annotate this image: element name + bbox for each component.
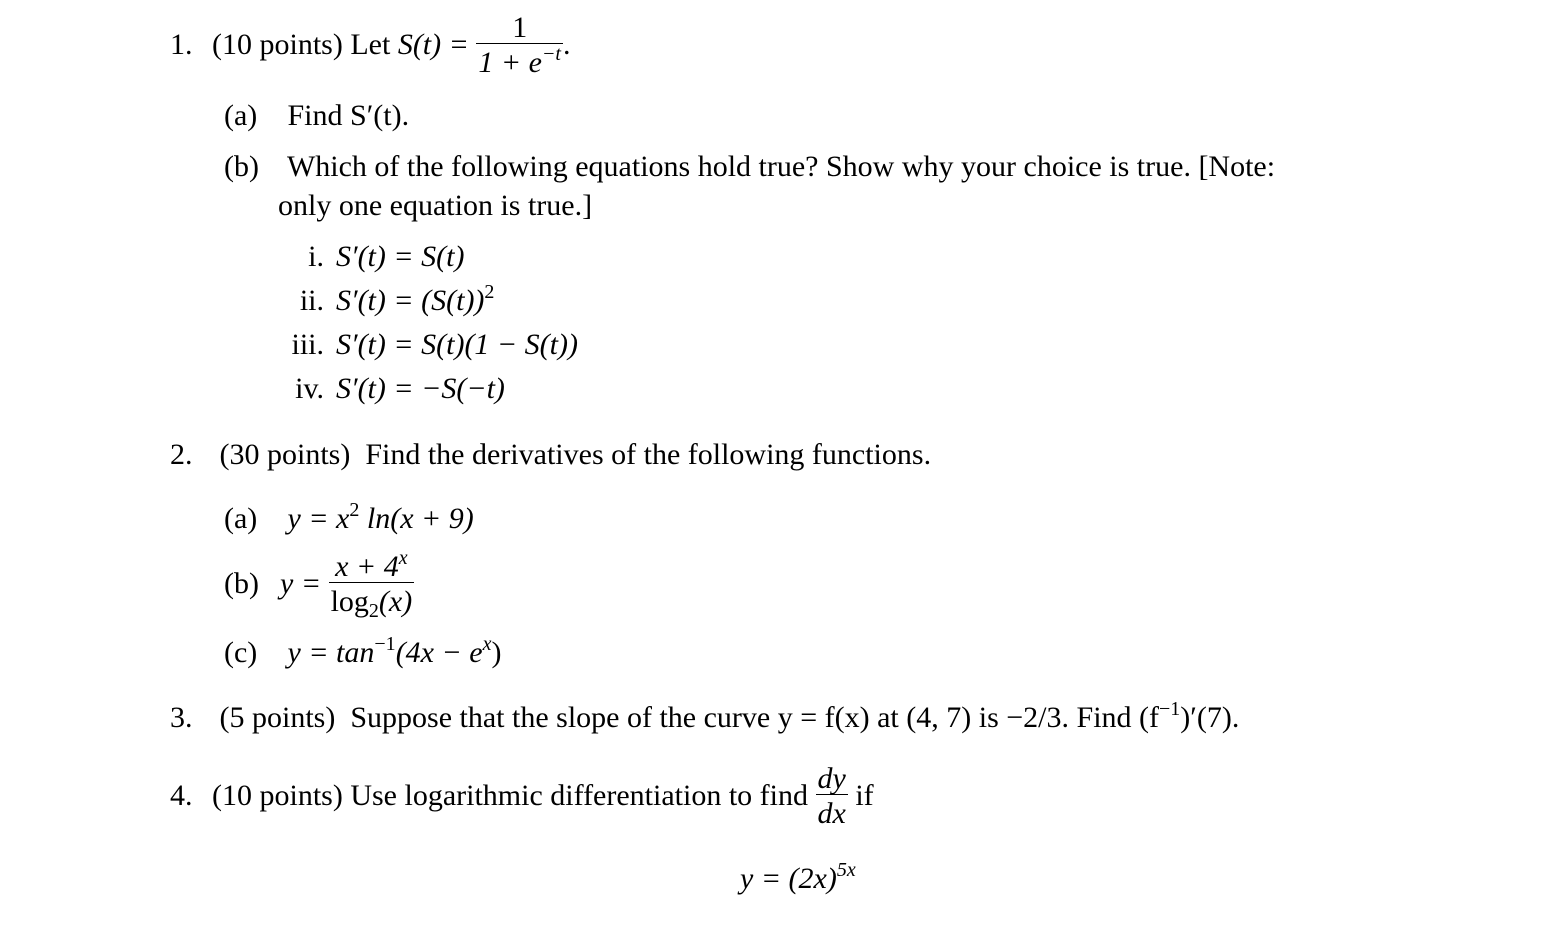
- problem-3-sup: −1: [1159, 698, 1181, 720]
- problem-2c-sup: −1: [374, 633, 396, 655]
- problem-4-fraction: [816, 761, 848, 830]
- problem-3-tail: )′(7).: [1180, 701, 1240, 734]
- problem-2b-label: (b): [224, 567, 259, 600]
- problem-4-frac-den: dx: [816, 794, 848, 829]
- problem-1b-cont: [278, 191, 592, 221]
- problem-2b-expr-pre: y =: [280, 567, 322, 600]
- problem-1b-option: [272, 281, 495, 317]
- problem-2a-label: (a): [224, 502, 258, 535]
- option-label: iv.: [295, 372, 324, 405]
- problem-1a: [224, 101, 409, 131]
- problem-1-end: .: [563, 28, 571, 61]
- problem-4: [170, 758, 874, 834]
- option-expr: S′(t) = −S(−t): [336, 372, 505, 405]
- problem-4-eq-pre: y = (2x): [740, 862, 837, 895]
- problem-1-function: S(t) =: [397, 28, 469, 61]
- problem-2-header: [170, 440, 931, 470]
- problem-2a-expr-pre: y = x: [287, 502, 350, 535]
- option-expr: S′(t) = S(t)(1 − S(t)): [336, 328, 578, 361]
- option-sup: 2: [484, 281, 495, 303]
- problem-2c-expr-post: ): [491, 636, 502, 669]
- option-expr: S′(t) = (S(t)): [336, 284, 485, 317]
- problem-4-equation: [740, 859, 856, 895]
- problem-4-number: 4.: [170, 779, 193, 812]
- problem-2a-sup: 2: [349, 499, 360, 521]
- problem-4-eq-sup: 5x: [836, 859, 856, 881]
- problem-3: [170, 698, 1240, 734]
- problem-2b-fraction: [329, 546, 415, 622]
- option-label: ii.: [299, 284, 324, 317]
- problem-1b-option: [272, 374, 505, 404]
- problem-1b-option: [272, 330, 578, 360]
- problem-1-points: (10 points): [212, 28, 343, 61]
- problem-2a-expr-post: ln(x + 9): [359, 502, 474, 535]
- option-expr: S′(t) = S(t): [336, 240, 465, 273]
- problem-2-text: Find the derivatives of the following functions.: [365, 438, 932, 471]
- option-label: i.: [308, 240, 324, 273]
- problem-1-fraction: [476, 10, 563, 79]
- problem-1a-text: Find S′(t).: [287, 99, 410, 132]
- problem-2c-label: (c): [224, 636, 258, 669]
- problem-2c-sup2: x: [482, 633, 492, 655]
- problem-2c-expr-pre: y = tan: [287, 636, 375, 669]
- problem-1a-label: (a): [224, 99, 258, 132]
- option-label: iii.: [291, 328, 324, 361]
- problem-1b-option: [272, 242, 464, 272]
- problem-2b-frac-num: $x + 4^x$: [335, 546, 408, 583]
- problem-1b: [224, 152, 1275, 182]
- problem-4-frac-num: dy: [817, 761, 846, 795]
- problem-1-header: [170, 10, 571, 80]
- problem-1-number: 1.: [170, 28, 193, 61]
- problem-1b-label: (b): [224, 150, 259, 183]
- problem-2-number: 2.: [170, 438, 193, 471]
- problem-3-points: (5 points): [219, 701, 336, 734]
- problem-2b-frac-den: $\log_2(x)$: [329, 582, 415, 617]
- problem-1b-text-1: Which of the following equations hold true? Show why your choice is true. [Note:: [286, 150, 1276, 183]
- problem-1-frac-den: $1 + e^{-t}$: [478, 42, 561, 79]
- problem-2c-expr-mid: (4x − e: [395, 636, 483, 669]
- problem-2-points: (30 points): [219, 438, 351, 471]
- problem-1-lead: Let: [350, 28, 391, 61]
- problem-2a: [224, 499, 474, 535]
- problem-1-frac-num: 1: [512, 10, 528, 44]
- problem-3-text: Suppose that the slope of the curve y = f(x) at (4, 7) is −2/3. Find (f: [350, 701, 1160, 734]
- problem-3-number: 3.: [170, 701, 193, 734]
- problem-1b-text-2: only one equation is true.]: [278, 189, 593, 222]
- problem-4-if: if: [855, 779, 874, 812]
- problem-2b: [224, 544, 414, 624]
- problem-4-points: (10 points): [212, 779, 343, 812]
- problem-4-text: Use logarithmic differentiation to find: [350, 779, 808, 812]
- problem-2c: [224, 633, 502, 669]
